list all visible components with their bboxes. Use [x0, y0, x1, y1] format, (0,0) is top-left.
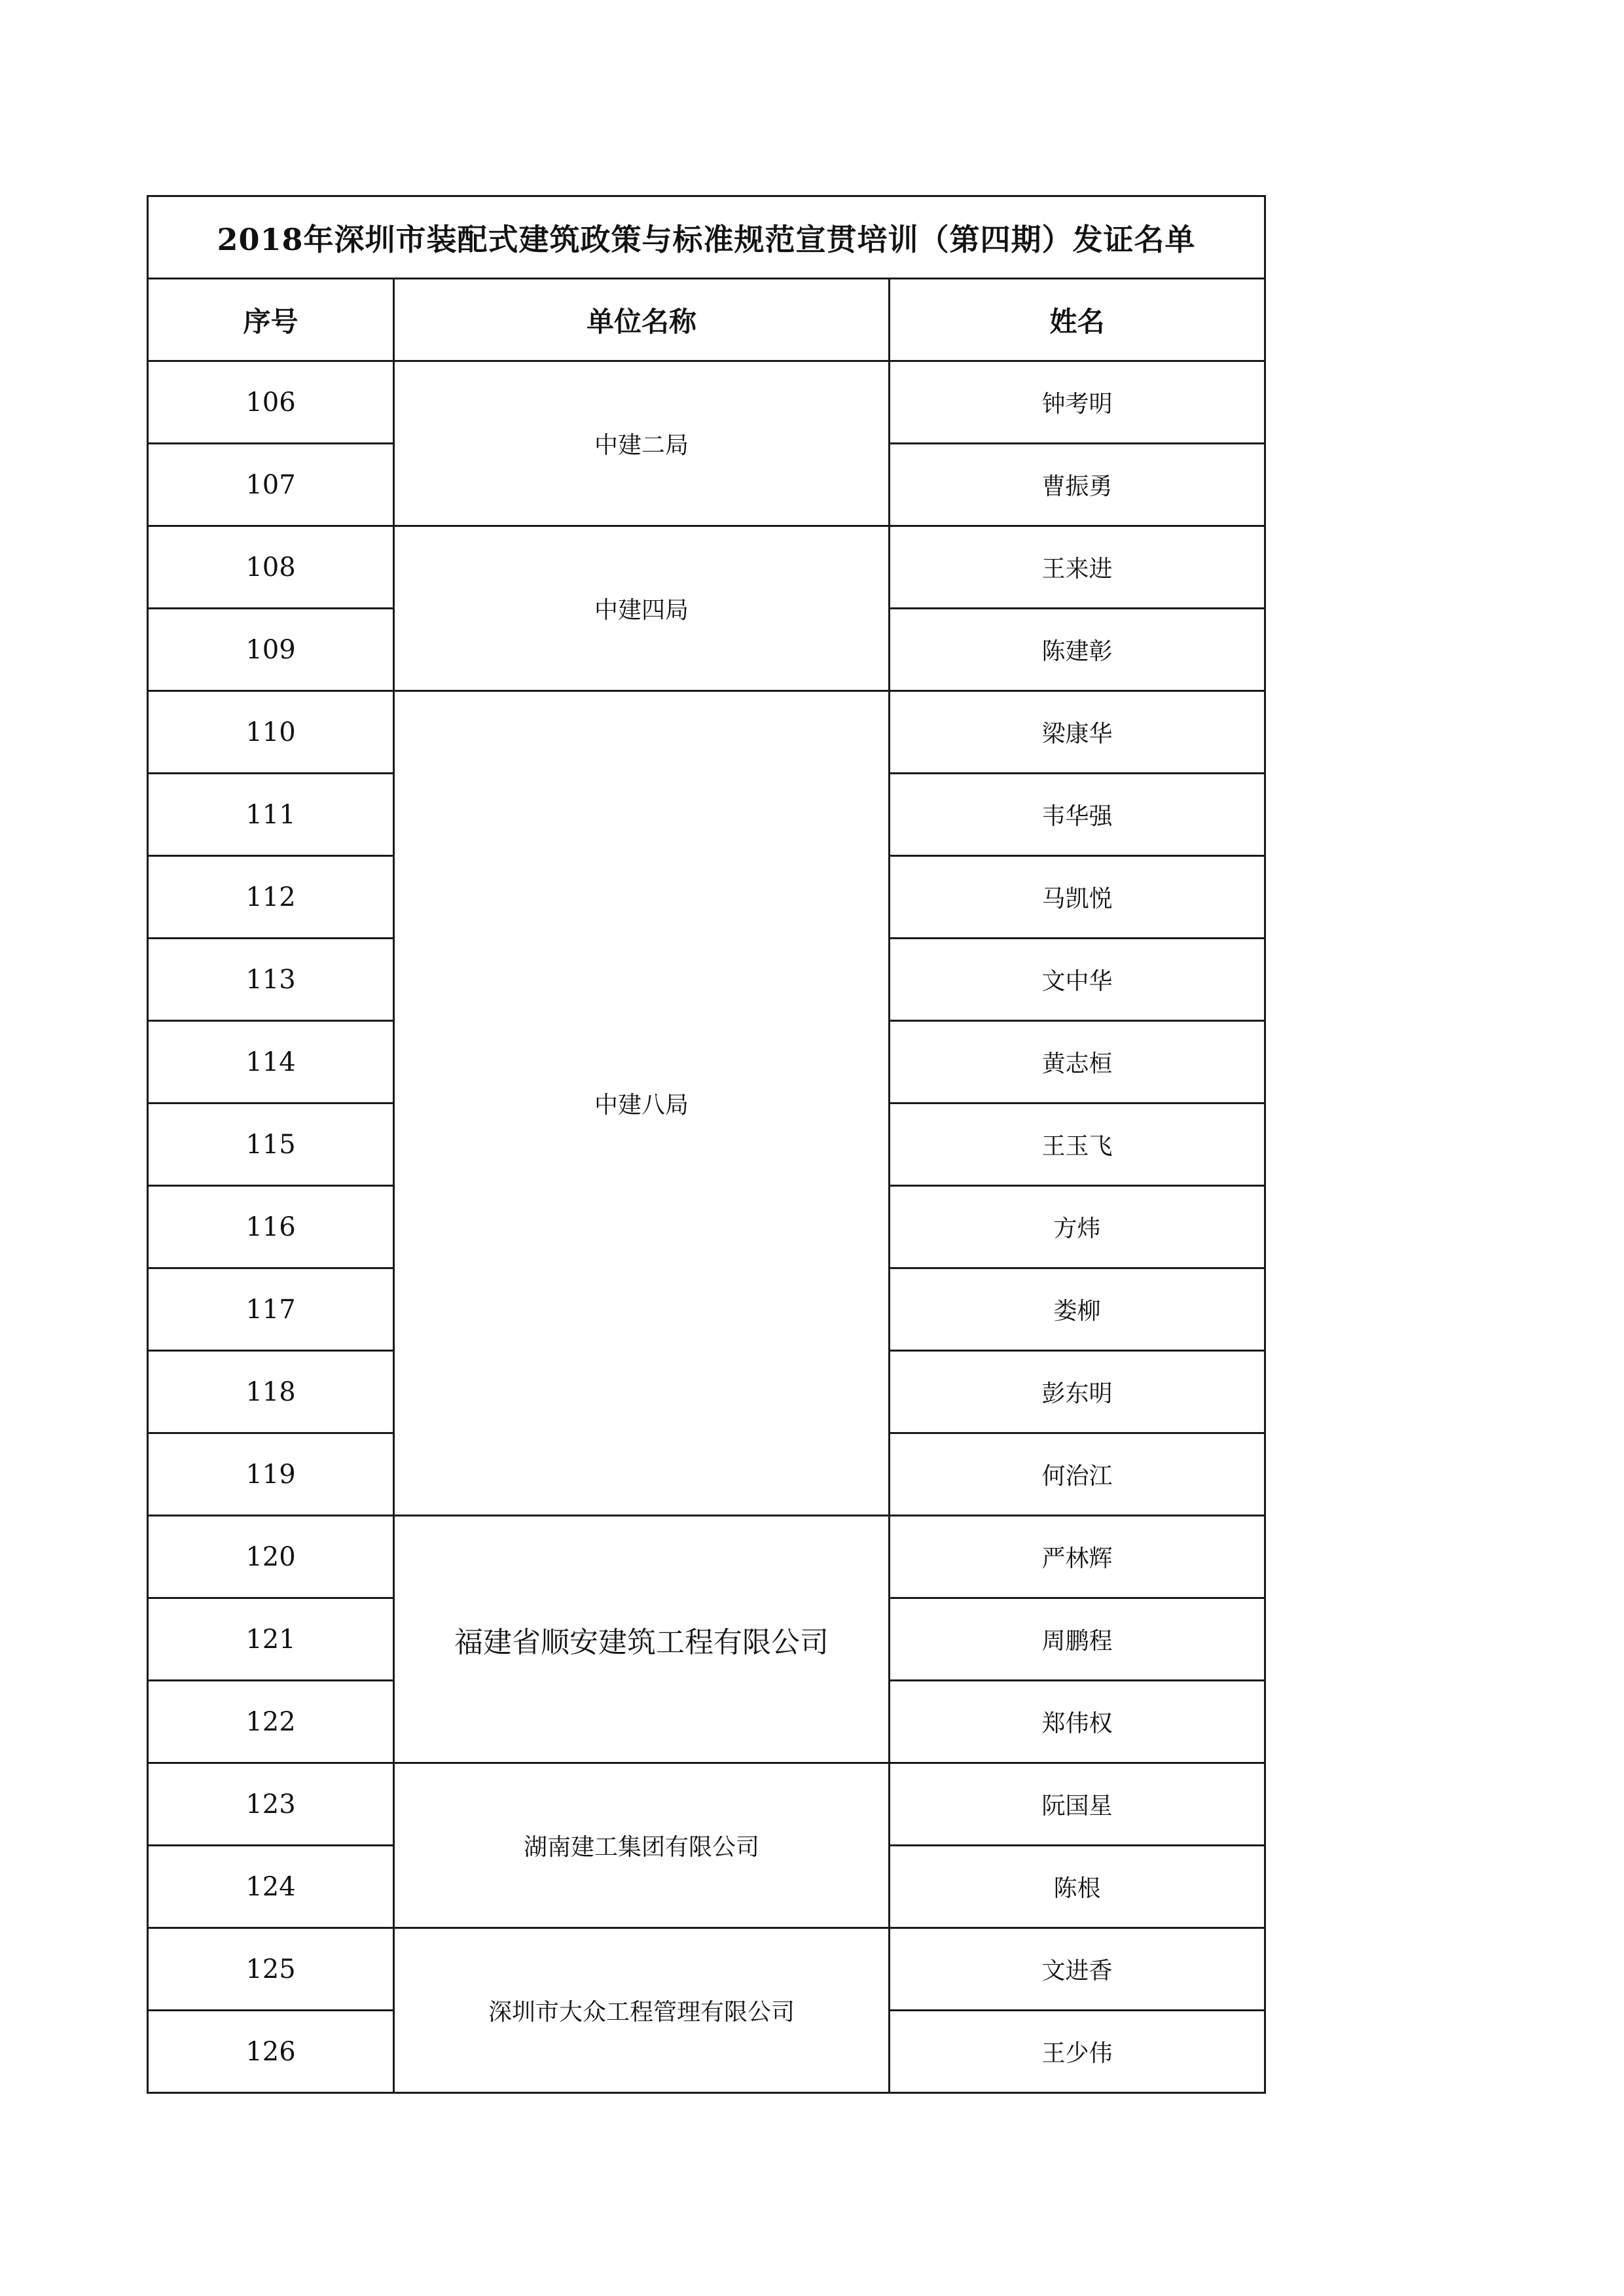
unit-name-cell: 深圳市大众工程管理有限公司 [394, 1928, 890, 2093]
person-name: 彭东明 [890, 1351, 1265, 1433]
title-row [148, 196, 1265, 279]
person-name: 何治江 [890, 1433, 1265, 1516]
row-index: 125 [148, 1928, 394, 2011]
table-row [148, 1763, 1265, 1846]
table-row [148, 526, 1265, 609]
row-index: 122 [148, 1681, 394, 1763]
row-index: 108 [148, 526, 394, 609]
person-name: 周鹏程 [890, 1598, 1265, 1681]
person-name: 方炜 [890, 1186, 1265, 1268]
row-index: 123 [148, 1763, 394, 1846]
row-index: 120 [148, 1516, 394, 1598]
unit-name-cell: 湖南建工集团有限公司 [394, 1763, 890, 1928]
document-title: 2018年深圳市装配式建筑政策与标准规范宣贯培训（第四期）发证名单 [148, 196, 1265, 279]
person-name: 钟考明 [890, 361, 1265, 444]
row-index: 118 [148, 1351, 394, 1433]
table-row [148, 691, 1265, 774]
table-row [148, 361, 1265, 444]
certificate-roster-table [147, 195, 1266, 2094]
row-index: 111 [148, 774, 394, 856]
row-index: 126 [148, 2011, 394, 2093]
row-index: 107 [148, 444, 394, 526]
row-index: 121 [148, 1598, 394, 1681]
person-name: 严林辉 [890, 1516, 1265, 1598]
row-index: 112 [148, 856, 394, 939]
person-name: 王少伟 [890, 2011, 1265, 2093]
person-name: 马凯悦 [890, 856, 1265, 939]
table-row [148, 1928, 1265, 2011]
row-index: 115 [148, 1103, 394, 1186]
row-index: 109 [148, 609, 394, 691]
header-index: 序号 [148, 279, 394, 361]
person-name: 梁康华 [890, 691, 1265, 774]
row-index: 110 [148, 691, 394, 774]
person-name: 陈根 [890, 1846, 1265, 1928]
header-unit: 单位名称 [394, 279, 890, 361]
table-row [148, 1516, 1265, 1598]
unit-name-cell: 中建四局 [394, 526, 890, 691]
row-index: 106 [148, 361, 394, 444]
person-name: 黄志桓 [890, 1021, 1265, 1103]
person-name: 韦华强 [890, 774, 1265, 856]
row-index: 113 [148, 939, 394, 1021]
person-name: 文进香 [890, 1928, 1265, 2011]
row-index: 116 [148, 1186, 394, 1268]
person-name: 郑伟权 [890, 1681, 1265, 1763]
row-index: 117 [148, 1268, 394, 1351]
person-name: 王玉飞 [890, 1103, 1265, 1186]
unit-name-cell: 福建省顺安建筑工程有限公司 [394, 1516, 890, 1763]
person-name: 曹振勇 [890, 444, 1265, 526]
row-index: 114 [148, 1021, 394, 1103]
person-name: 陈建彰 [890, 609, 1265, 691]
unit-name-cell: 中建二局 [394, 361, 890, 526]
person-name: 娄柳 [890, 1268, 1265, 1351]
person-name: 阮国星 [890, 1763, 1265, 1846]
header-name: 姓名 [890, 279, 1265, 361]
roster-body [148, 196, 1265, 2093]
person-name: 王来进 [890, 526, 1265, 609]
row-index: 119 [148, 1433, 394, 1516]
person-name: 文中华 [890, 939, 1265, 1021]
unit-name-cell: 中建八局 [394, 691, 890, 1516]
row-index: 124 [148, 1846, 394, 1928]
header-row [148, 279, 1265, 361]
